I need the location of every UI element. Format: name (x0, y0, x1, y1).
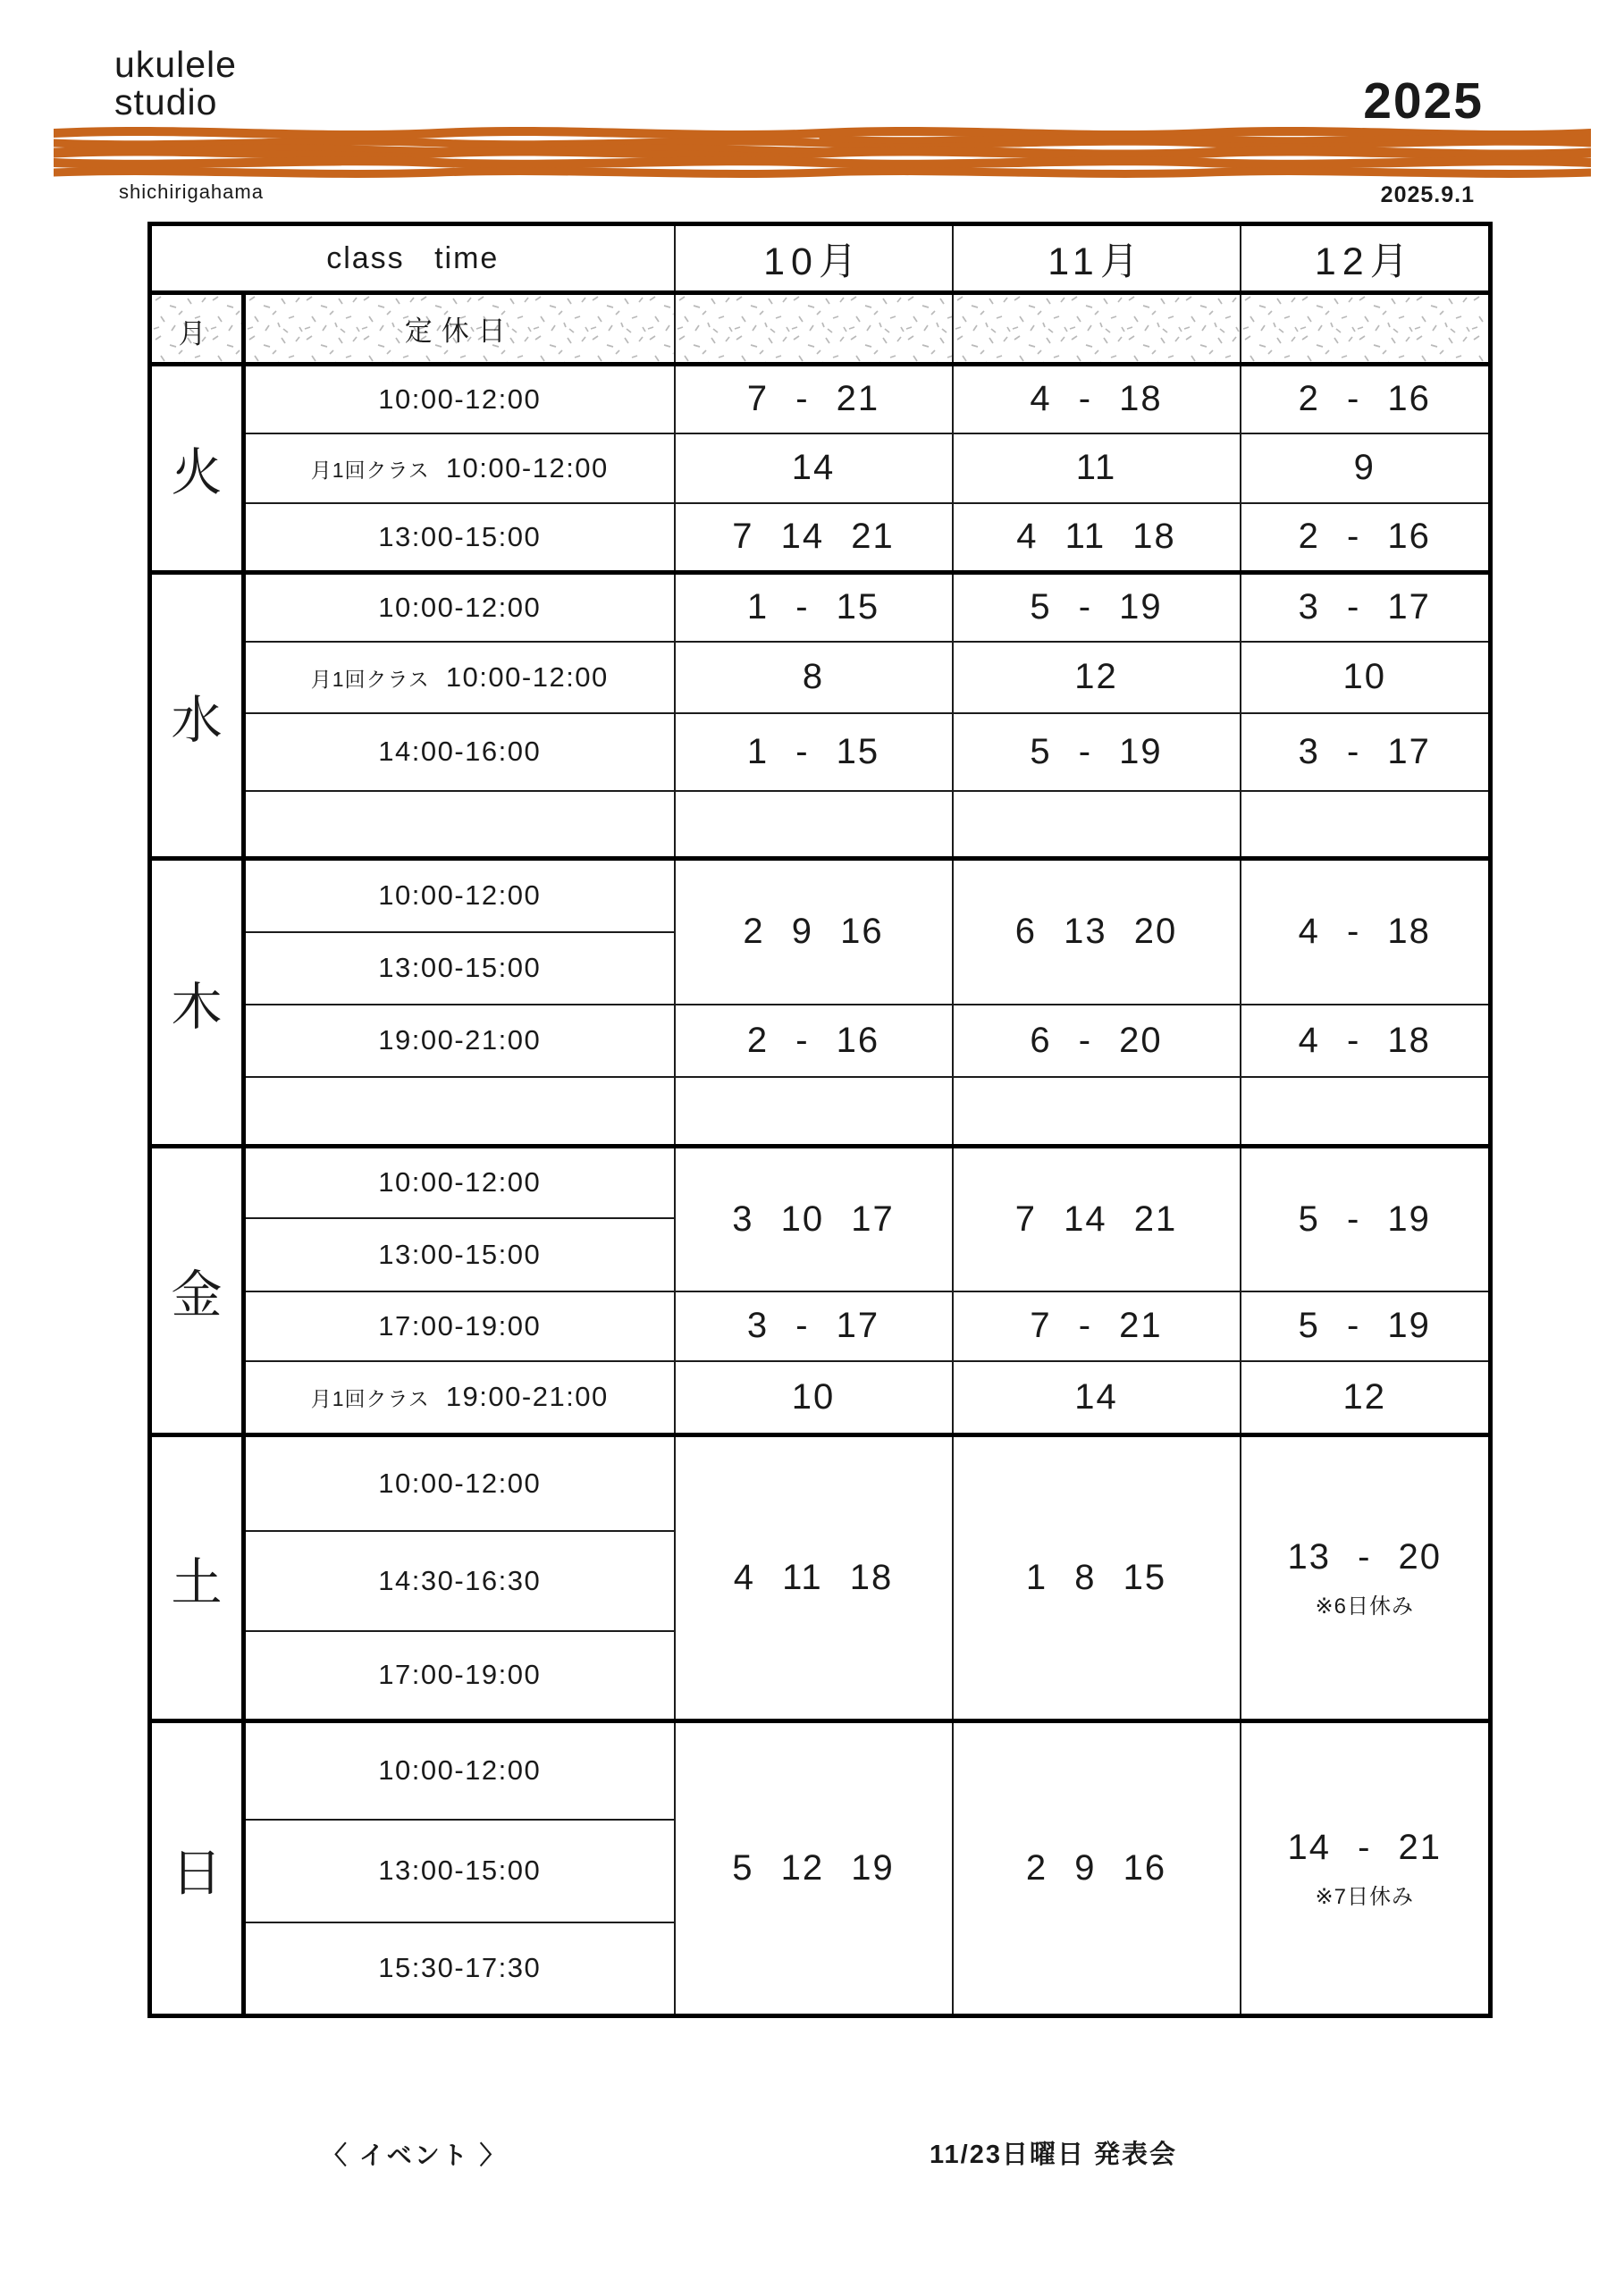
revision-date: 2025.9.1 (1380, 182, 1475, 207)
dec-cell: 5 - 19 (1241, 1291, 1491, 1361)
tuesday-row-3 (150, 503, 1491, 573)
time-cell: 13:00-15:00 (244, 1218, 675, 1291)
oct-cell: 4 11 18 (675, 1435, 953, 1721)
time-cell: 14:30-16:30 (244, 1531, 675, 1631)
thursday-row-3 (150, 1005, 1491, 1077)
nov-cell: 4 - 18 (953, 365, 1241, 433)
oct-cell: 10 (675, 1361, 953, 1435)
friday-row-1 (150, 1147, 1491, 1218)
event-label: 〈 イベント 〉 (322, 2141, 508, 2169)
dec-dates: 14 - 21 (1287, 1827, 1443, 1867)
wednesday-empty-row (150, 791, 1491, 859)
monthly-class-label: 月1回クラス (310, 1387, 430, 1411)
dec-cell: 10 (1241, 642, 1491, 713)
holiday-texture (676, 295, 952, 362)
dec-dates: 13 - 20 (1287, 1536, 1443, 1577)
dec-cell (1241, 1077, 1491, 1147)
dec-cell: 3 - 17 (1241, 713, 1491, 791)
day-cell-monday: 月 (150, 293, 244, 365)
nov-cell: 14 (953, 1361, 1241, 1435)
dec-cell (1241, 1435, 1491, 1721)
thursday-row-1 (150, 859, 1491, 932)
holiday-cell: 定休日 (244, 293, 675, 365)
oct-cell: 8 (675, 642, 953, 713)
nov-cell (953, 791, 1241, 859)
friday-row-3 (150, 1291, 1491, 1361)
holiday-texture (954, 295, 1240, 362)
time-cell: 月1回クラス 10:00-12:00 (244, 642, 675, 713)
studio-location: shichirigahama (119, 181, 264, 203)
day-cell-wednesday: 水 (150, 573, 244, 859)
time-cell: 10:00-12:00 (244, 1435, 675, 1531)
time-cell (244, 1077, 675, 1147)
sunday-row-1 (150, 1721, 1491, 1820)
saturday-row-1 (150, 1435, 1491, 1531)
dec-cell: 3 - 17 (1241, 573, 1491, 642)
oct-cell (675, 1077, 953, 1147)
table-header-row (150, 224, 1491, 293)
dec-cell (1241, 791, 1491, 859)
wave-band-graphic (54, 127, 1591, 179)
day-cell-saturday: 土 (150, 1435, 244, 1721)
oct-cell: 14 (675, 433, 953, 503)
oct-cell: 1 - 15 (675, 713, 953, 791)
time-cell: 19:00-21:00 (244, 1005, 675, 1077)
dec-cell: 9 (1241, 433, 1491, 503)
oct-cell: 1 - 15 (675, 573, 953, 642)
oct-cell: 7 - 21 (675, 365, 953, 433)
studio-logo (114, 46, 237, 122)
time-cell: 10:00-12:00 (244, 573, 675, 642)
time-cell: 10:00-12:00 (244, 1147, 675, 1218)
dec-cell: 4 - 18 (1241, 1005, 1491, 1077)
holiday-cell (953, 293, 1241, 365)
month-header-nov: 11月 (953, 224, 1241, 293)
day-cell-friday: 金 (150, 1147, 244, 1435)
time-cell: 13:00-15:00 (244, 1820, 675, 1922)
nov-cell: 6 13 20 (953, 859, 1241, 1005)
nov-cell: 7 14 21 (953, 1147, 1241, 1291)
logo-line1: ukulele (114, 44, 237, 85)
class-schedule-table (147, 222, 1493, 2018)
nov-cell: 4 11 18 (953, 503, 1241, 573)
time-cell: 10:00-12:00 (244, 1721, 675, 1820)
time-cell: 17:00-19:00 (244, 1291, 675, 1361)
time-cell (244, 791, 675, 859)
dec-cell: 2 - 16 (1241, 503, 1491, 573)
dec-cell: 2 - 16 (1241, 365, 1491, 433)
wednesday-row-3 (150, 713, 1491, 791)
time-cell: 17:00-19:00 (244, 1631, 675, 1721)
nov-cell: 5 - 19 (953, 573, 1241, 642)
event-text: 11/23日曜日 発表会 (930, 2141, 1178, 2169)
thursday-empty-row (150, 1077, 1491, 1147)
closed-note: ※6日休み (1315, 1594, 1414, 1619)
holiday-texture (1241, 295, 1489, 362)
nov-cell: 7 - 21 (953, 1291, 1241, 1361)
time-cell: 15:30-17:30 (244, 1922, 675, 2016)
nov-cell: 5 - 19 (953, 713, 1241, 791)
oct-cell: 3 10 17 (675, 1147, 953, 1291)
day-cell-thursday: 木 (150, 859, 244, 1147)
time-cell: 14:00-16:00 (244, 713, 675, 791)
dec-cell (1241, 1721, 1491, 2016)
oct-cell: 2 - 16 (675, 1005, 953, 1077)
oct-cell (675, 791, 953, 859)
wednesday-row-2 (150, 642, 1491, 713)
nov-cell: 12 (953, 642, 1241, 713)
time-cell: 10:00-12:00 (244, 859, 675, 932)
class-time-header: class time (150, 224, 675, 293)
logo-line2: studio (114, 80, 218, 122)
tuesday-row-1 (150, 365, 1491, 433)
oct-cell: 5 12 19 (675, 1721, 953, 2016)
friday-row-4 (150, 1361, 1491, 1435)
oct-cell: 2 9 16 (675, 859, 953, 1005)
time-cell: 13:00-15:00 (244, 503, 675, 573)
dec-cell: 4 - 18 (1241, 859, 1491, 1005)
oct-cell: 3 - 17 (675, 1291, 953, 1361)
monday-holiday-row (150, 293, 1491, 365)
month-header-dec: 12月 (1241, 224, 1491, 293)
dec-cell: 12 (1241, 1361, 1491, 1435)
time-cell: 10:00-12:00 (244, 365, 675, 433)
holiday-cell (675, 293, 953, 365)
monthly-class-label: 月1回クラス (310, 667, 430, 691)
nov-cell: 2 9 16 (953, 1721, 1241, 2016)
nov-cell: 1 8 15 (953, 1435, 1241, 1721)
year-title: 2025 (1363, 72, 1484, 130)
time-cell: 月1回クラス 10:00-12:00 (244, 433, 675, 503)
dec-cell: 5 - 19 (1241, 1147, 1491, 1291)
day-cell-tuesday: 火 (150, 365, 244, 573)
monthly-class-label: 月1回クラス (310, 458, 430, 482)
tuesday-row-2 (150, 433, 1491, 503)
nov-cell: 11 (953, 433, 1241, 503)
closed-note: ※7日休み (1315, 1884, 1414, 1909)
day-cell-sunday: 日 (150, 1721, 244, 2016)
time-cell: 月1回クラス 19:00-21:00 (244, 1361, 675, 1435)
oct-cell: 7 14 21 (675, 503, 953, 573)
nov-cell (953, 1077, 1241, 1147)
nov-cell: 6 - 20 (953, 1005, 1241, 1077)
month-header-oct: 10月 (675, 224, 953, 293)
holiday-cell (1241, 293, 1491, 365)
wednesday-row-1 (150, 573, 1491, 642)
time-cell: 13:00-15:00 (244, 932, 675, 1005)
